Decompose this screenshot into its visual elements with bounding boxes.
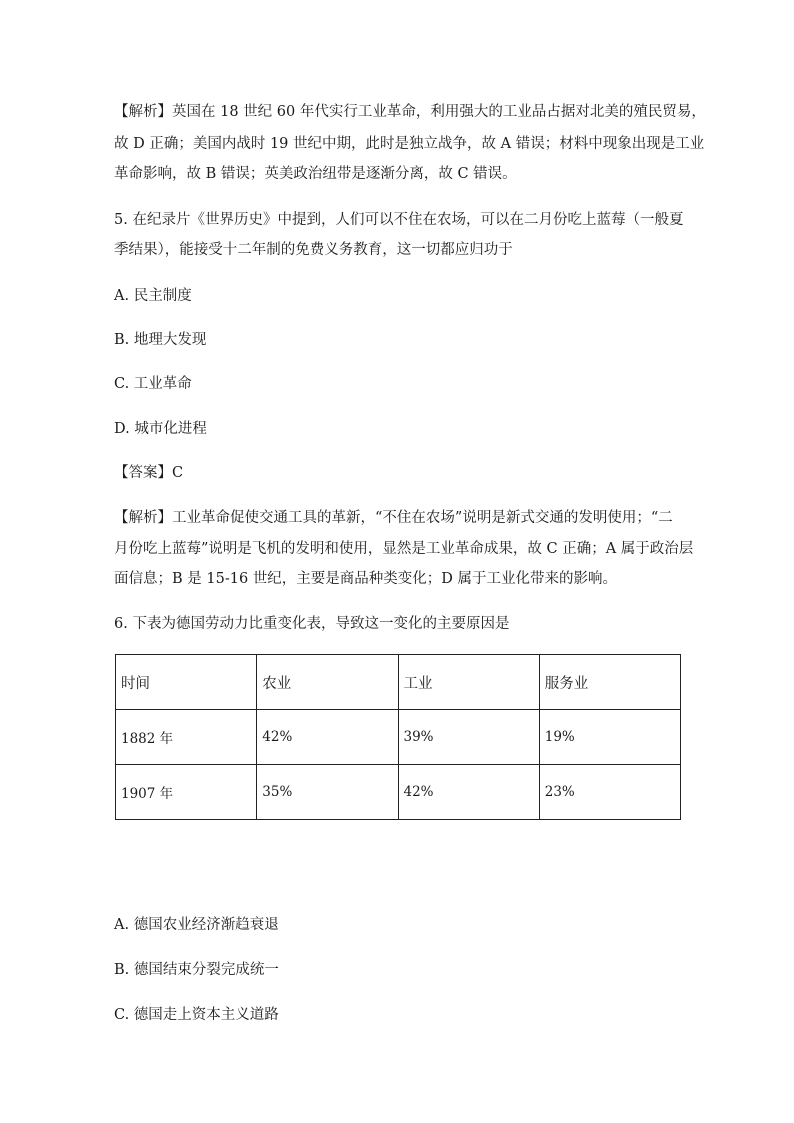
answer: 【答案】C <box>114 465 184 481</box>
table-cell: 23% <box>539 765 680 820</box>
option-b: B. 德国结束分裂完成统一 <box>114 962 279 978</box>
table-row <box>116 710 681 765</box>
table-cell: 42% <box>257 710 398 765</box>
option-c: C. 德国走上资本主义道路 <box>114 1007 279 1023</box>
analysis-text: 革命影响，故 B 错误；英美政治纽带是逐渐分离，故 C 错误。 <box>114 166 517 182</box>
table-row <box>116 765 681 820</box>
analysis-text: 【解析】工业革命促使交通工具的革新，“不住在农场”说明是新式交通的发明使用；“二 <box>114 510 673 526</box>
table-cell: 1907 年 <box>116 765 257 820</box>
analysis-text: 故 D 正确；美国内战时 19 世纪中期，此时是独立战争，故 A 错误；材料中现象出现是工业 <box>114 136 705 152</box>
table-cell: 42% <box>398 765 539 820</box>
labor-share-table <box>115 654 681 820</box>
table-header-cell: 工业 <box>398 655 539 710</box>
question-stem: 季结果），能接受十二年制的免费义务教育，这一切都应归功于 <box>114 242 513 258</box>
option-b: B. 地理大发现 <box>114 332 207 348</box>
analysis-text: 面信息；B 是 15-16 世纪，主要是商品种类变化；D 属于工业化带来的影响。 <box>114 571 618 587</box>
table-cell: 19% <box>539 710 680 765</box>
option-d: D. 城市化进程 <box>114 421 207 437</box>
table-cell: 1882 年 <box>116 710 257 765</box>
table-header-cell: 服务业 <box>539 655 680 710</box>
table-header-row <box>116 655 681 710</box>
table-cell: 35% <box>257 765 398 820</box>
option-c: C. 工业革命 <box>114 376 192 392</box>
table-header-cell: 时间 <box>116 655 257 710</box>
analysis-text: 【解析】英国在 18 世纪 60 年代实行工业革命，利用强大的工业品占据对北美的殖民贸易， <box>114 104 706 120</box>
table-cell: 39% <box>398 710 539 765</box>
option-a: A. 德国农业经济渐趋衰退 <box>114 917 279 933</box>
option-a: A. 民主制度 <box>114 288 192 304</box>
question-stem: 5. 在纪录片《世界历史》中提到，人们可以不住在农场，可以在二月份吃上蓝莓（一般夏 <box>114 212 684 228</box>
question-stem: 6. 下表为德国劳动力比重变化表，导致这一变化的主要原因是 <box>114 616 510 632</box>
analysis-text: 月份吃上蓝莓”说明是飞机的发明和使用，显然是工业革命成果，故 C 正确；A 属于政治层 <box>114 541 694 557</box>
table-header-cell: 农业 <box>257 655 398 710</box>
